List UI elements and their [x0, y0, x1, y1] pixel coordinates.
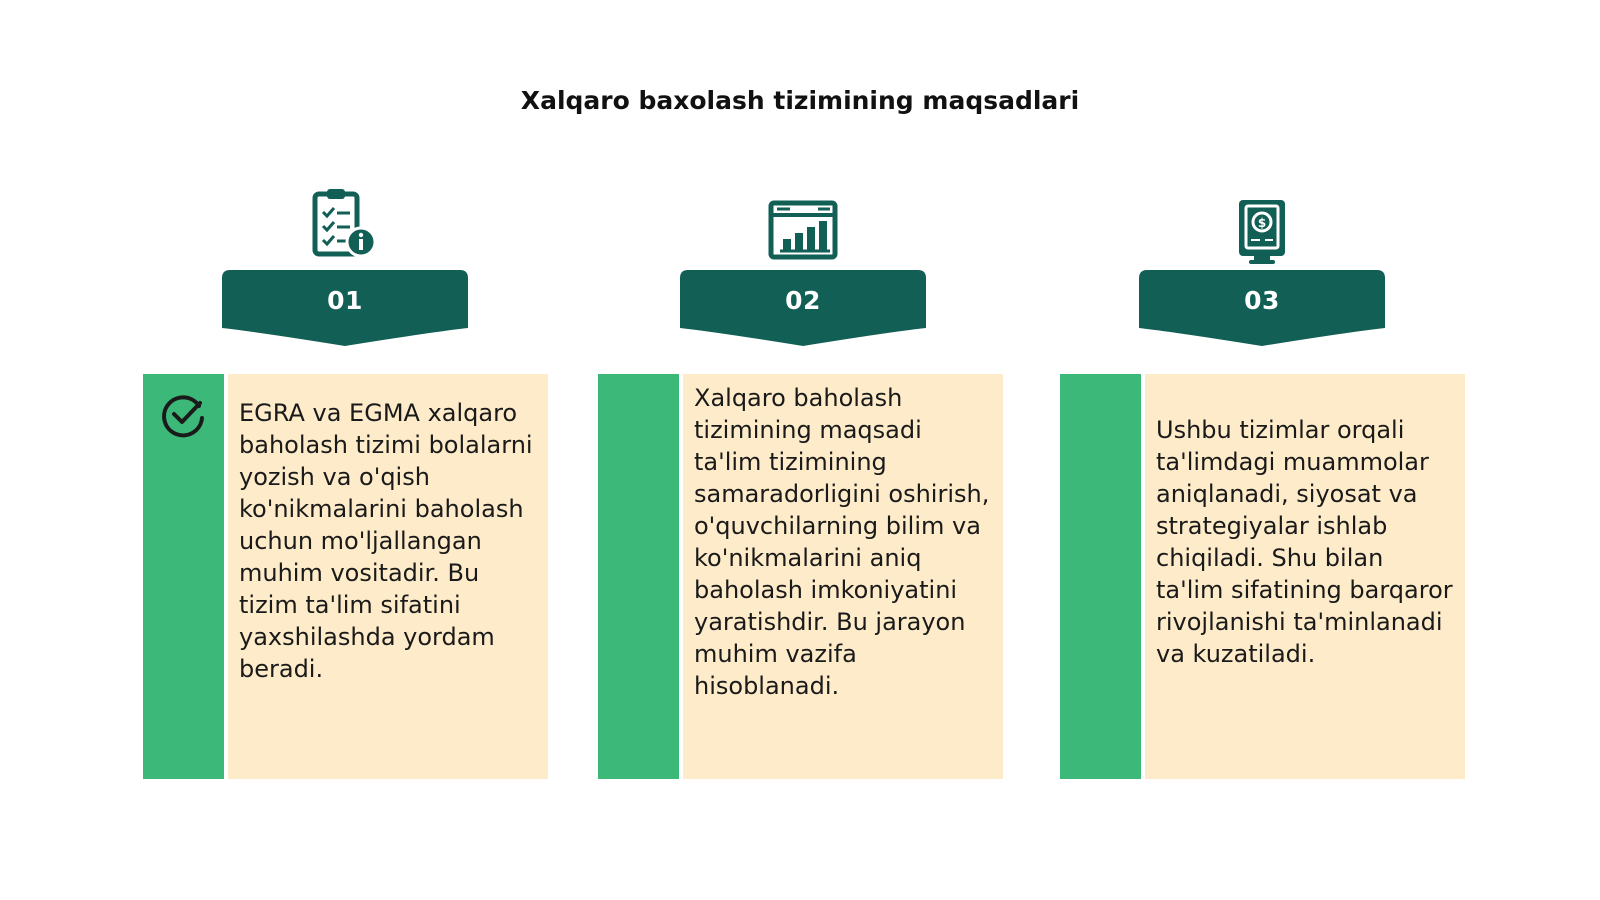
check-circle-icon [161, 392, 207, 438]
monitor-dollar-icon [1223, 190, 1303, 270]
card-text: EGRA va EGMA xalqaro baholash tizimi bolalarni yozish va o'qish ko'nikmalarini baholash uchun mo'ljallangan muhim vositadir. Bu tizim ta'lim sifatini yaxshilashda yordam beradi. [239, 399, 533, 683]
page-title: Xalqaro baxolash tizimining maqsadlari [520, 86, 1080, 115]
card-03 [1060, 374, 1465, 779]
tab-number: 01 [327, 286, 363, 315]
tab-01 [222, 270, 468, 348]
card-accent-bar [143, 374, 224, 779]
card-accent-bar [1060, 374, 1141, 779]
card-text: Ushbu tizimlar orqali ta'limdagi muammolar aniqlanadi, siyosat va strategiyalar ishlab chiqiladi. Shu bilan ta'lim sifatining barqaror rivojlanishi ta'minlanadi va kuzatiladi. [1156, 416, 1453, 668]
card-text: Xalqaro baholash tizimining maqsadi ta'lim tizimining samaradorligini oshirish, o'quvchilarning bilim va ko'nikmalarini aniq baholash imkoniyatini yaratishdir. Bu jarayon muhim vazifa hisoblanadi. [694, 384, 990, 700]
svg-text:$: $ [1257, 216, 1267, 230]
clipboard-checklist-info-icon [306, 186, 386, 266]
card-accent-bar [598, 374, 679, 779]
tab-number: 02 [785, 286, 821, 315]
card-02 [598, 374, 1003, 779]
bar-chart-window-icon [766, 193, 846, 273]
tab-03 [1139, 270, 1385, 348]
tab-02 [680, 270, 926, 348]
card-01 [143, 374, 548, 779]
tab-number: 03 [1244, 286, 1280, 315]
